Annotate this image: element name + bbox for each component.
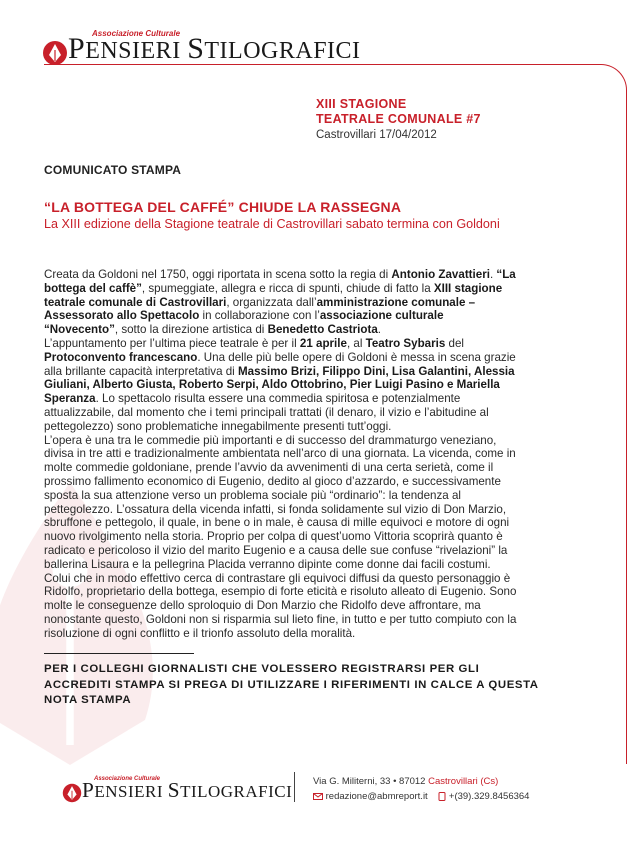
season-block [316,97,481,143]
paragraph-3: L’opera è una tra le commedie più importanti e di successo del drammaturgo veneziano, divisa in tre atti e tradizionalmente ambientata nell’arco di una giornata. La vicenda, come in molte commedie goldoniane, prende l’avvio da avvenimenti di una certa serietà, come il prossimo fallimento economico di Eugenio, dedito al gioco d’azzardo, e successivamente sposta la sua attenzione verso un problema sociale più “ordinario”: la tendenza al pettegolezzo. L’ossatura della vicenda infatti, si fonda solidamente sul vizio di Don Marzio, sbruffone e pettegolo, il quale, in bene o in male, è causa di mille equivoci e motore di ogni nuovo rivolgimento nella storia. Proprio per colpa di quest’uomo Vittoria scoprirà quanto è radicato e pericoloso il vizio del marito Eugenio e a causa delle sue confuse “rivelazioni” la ballerina Lisaura e la pellegrina Placida verranno dipinte come donne dai facili costumi. Colui che in modo effettivo cerca di contrastare gli equivoci diffusi da questo personaggio è Ridolfo, proprietario della bottega, esempio di forte eticità e risoluto alleato di Eugenio. Sono molte le conseguenze dello sproloquio di Don Marzio che Ridolfo deve affrontare, ma nonostante questo, Goldoni non si risparmia sul lieto fine, in tutto e per tutto compiuto con la risoluzione di ogni conflitto e il trionfo assoluto della moralità. [44,433,517,640]
place-date: Castrovillari 17/04/2012 [316,129,437,141]
headline: “LA BOTTEGA DEL CAFFÉ” CHIUDE LA RASSEGNA [44,199,402,215]
pen-nib-logo-icon [62,783,82,803]
logo-brand: PENSIERI STILOGRAFICI [82,778,293,802]
press-release-label: COMUNICATO STAMPA [44,163,182,177]
pen-nib-logo-icon [42,40,68,66]
footer-separator [294,772,295,802]
season-line-2: TEATRALE COMUNALE #7 [316,112,481,126]
footer-contact [313,774,529,804]
logo-association-label: Associazione Culturale [92,29,181,38]
header-logo [42,29,361,66]
phone-icon [438,792,446,801]
subheadline: La XIII edizione della Stagione teatrale di Castrovillari sabato termina con Goldoni [44,217,500,231]
press-accreditation-notice: PER I COLLEGHI GIORNALISTI CHE VOLESSERO REGISTRARSI PER GLI ACCREDITI STAMPA SI PREGA DI UTILIZZARE I RIFERIMENTI IN CALCE A QUESTA NOTA STAMPA [44,663,539,706]
envelope-icon [313,793,323,800]
footer-logo [62,778,292,803]
logo-brand: PENSIERI STILOGRAFICI [68,32,361,65]
footer-email[interactable]: redazione@abmreport.it [325,791,428,802]
logo-association-label: Associazione Culturale [94,776,161,782]
footer-address: Via G. Militerni, 33 • 87012 Castrovillari (Cs) [313,776,499,787]
footer-phone: +(39).329.8456364 [448,791,530,802]
article-body: Creata da Goldoni nel 1750, oggi riportata in scena sotto la regia di Antonio Zavattieri. “La bottega del caffè”, spumeggiate, allegra e ricca di spunti, chiude di fatto la XIII stagione teatrale comunale di Castrovillari, organizzata dall’amministrazione comunale – Assessorato allo Spettacolo in collaborazione con l’associazione culturale “Novecento”, sotto la direzione artistica di Benedetto Castriota. L’appuntamento per l’ultima piece teatrale è per il 21 aprile, al Teatro Sybaris del Protoconvento francescano. Una delle più belle opere di Goldoni è messa in scena grazie alla brillante capacità interpretativa di Massimo Brizi, Filippo Dini, Lisa Galantini, Alessia Giuliani, Alberto Giusta, Roberto Serpi, Aldo Ottobrino, Pier Luigi Pasino e Mariella Speranza. Lo spettacolo risulta essere una commedia spiritosa e potenzialmente attualizzabile, dal momento che i temi principali trattati (il denaro, il vizio e l’abitudine al pettegolezzo) sono problematiche innegabilmente presenti tutt’oggi. L’opera è una tra le commedie più importanti e di successo del drammaturgo veneziano, divisa in tre atti e tradizionalmente ambientata nell’arco di una giornata. La vicenda, come in molte commedie goldoniane, prende l’avvio da avvenimenti di una certa serietà, come il prossimo fallimento economico di Eugenio, dedito al gioco d’azzardo, e successivamente sposta la sua attenzione verso un problema sociale più “ordinario”: la tendenza al pettegolezzo. L’ossatura della vicenda infatti, si fonda solidamente sul vizio di Don Marzio, sbruffone e pettegolo, il quale, in bene o in male, è causa di mille equivoci e motore di ogni nuovo rivolgimento nella storia. Proprio per colpa di quest’uomo Vittoria scoprirà quanto è radicato e pericoloso il vizio del marito Eugenio e a causa delle sue confuse “rivelazioni” la ballerina Lisaura e la pellegrina Placida verranno dipinte come donne dai facili costumi. Colui che in modo effettivo cerca di contrastare gli equivoci diffusi da questo personaggio è Ridolfo, proprietario della bottega, esempio di forte eticità e risoluto alleato di Eugenio. Sono molte le conseguenze dello sproloquio di Don Marzio che Ridolfo deve affrontare, ma nonostante questo, Goldoni non si risparmia sul lieto fine, in tutto e per tutto compiuto con la risoluzione di ogni conflitto e il trionfo assoluto della moralità. [44,268,517,640]
divider [44,653,194,654]
season-line-1: XIII STAGIONE [316,97,407,111]
